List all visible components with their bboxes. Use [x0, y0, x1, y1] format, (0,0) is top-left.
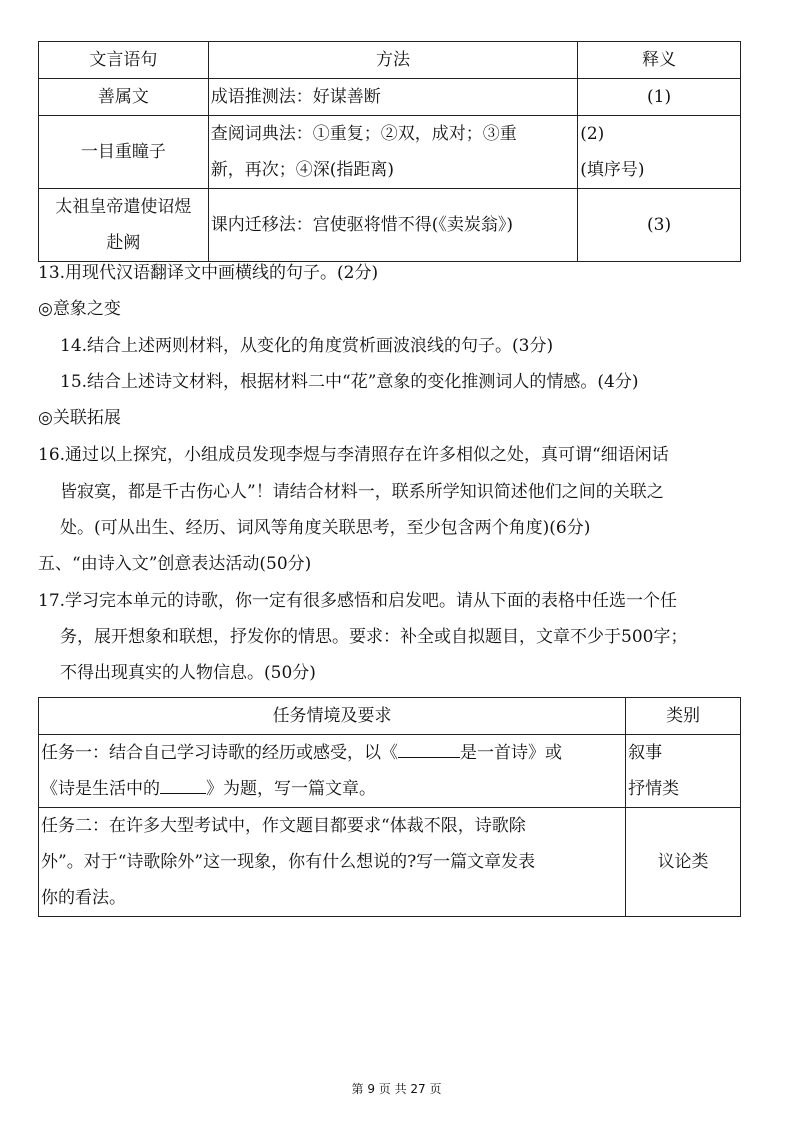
table-row [39, 735, 741, 808]
meaning-blank: (3) [578, 189, 741, 262]
header-phrase: 文言语句 [39, 42, 209, 79]
question-17-line: 不得出现真实的人物信息。(50分) [60, 663, 316, 683]
task-text: 《诗是生活中的 [41, 779, 160, 799]
fill-blank [398, 757, 460, 758]
meaning-blank [578, 116, 741, 189]
task-two-cell [39, 808, 626, 917]
phrase-cell [39, 189, 209, 262]
question-15: 15.结合上述诗文材料，根据材料二中“花”意象的变化推测词人的情感。(4分) [60, 372, 639, 392]
page-footer: 第 9 页 共 27 页 [351, 1082, 442, 1096]
header-method: 方法 [208, 42, 577, 79]
category-cell: 议论类 [626, 808, 741, 917]
question-16-line: 16.通过以上探究，小组成员发现李煜与李清照存在许多相似之处，真可谓“细语闲话 [38, 445, 669, 465]
method-cell: 成语推测法：好谋善断 [208, 79, 577, 116]
table-row [39, 189, 741, 262]
task-line: 任务二：在许多大型考试中，作文题目都要求“体裁不限，诗歌除 [41, 816, 526, 836]
task-text: 》为题，写一篇文章。 [206, 779, 376, 799]
category-line: 抒情类 [628, 779, 680, 799]
task-one-cell [39, 735, 626, 808]
part-5-heading: 五、“由诗入文”创意表达活动(50分) [38, 554, 312, 574]
meaning-blank: (1) [578, 79, 741, 116]
header-task: 任务情境及要求 [39, 698, 626, 735]
vocab-method-table [38, 41, 741, 262]
section-heading-image: ◎意象之变 [38, 299, 121, 319]
method-line: 查阅词典法：①重复；②双，成对；③重 [210, 124, 517, 144]
task-line [41, 771, 623, 807]
section-heading-link: ◎关联拓展 [38, 408, 121, 428]
meaning-line: (填序号) [580, 160, 645, 180]
phrase-cell: 善属文 [39, 79, 209, 116]
category-cell [626, 735, 741, 808]
header-meaning: 释义 [578, 42, 741, 79]
table-header-row [39, 698, 741, 735]
method-cell: 课内迁移法：宫使驱将惜不得(《卖炭翁》) [208, 189, 577, 262]
category-line: 叙事 [628, 743, 663, 763]
method-line: 新，再次；④深(指距离) [210, 160, 395, 180]
phrase-cell: 一目重瞳子 [39, 116, 209, 189]
phrase-line: 赴阙 [106, 233, 141, 253]
table-header-row [39, 42, 741, 79]
table-row [39, 116, 741, 189]
phrase-line: 太祖皇帝遣使诏煜 [55, 197, 192, 217]
question-16-line: 处。(可从出生、经历、词风等角度关联思考，至少包含两个角度)(6分) [60, 518, 591, 538]
question-17-line: 务，展开想象和联想，抒发你的情思。要求：补全或自拟题目，文章不少于500字； [60, 627, 688, 647]
method-cell [208, 116, 577, 189]
question-16-line: 皆寂寞，都是千古伤心人”！请结合材料一，联系所学知识简述他们之间的关联之 [60, 482, 664, 502]
header-category: 类别 [626, 698, 741, 735]
meaning-line: (2) [580, 124, 605, 144]
task-line: 你的看法。 [41, 888, 126, 908]
question-13: 13.用现代汉语翻译文中画横线的句子。(2分) [38, 263, 379, 283]
question-14: 14.结合上述两则材料，从变化的角度赏析画波浪线的句子。(3分) [60, 336, 554, 356]
task-line [41, 735, 623, 771]
task-line: 外”。对于“诗歌除外”这一现象，你有什么想说的?写一篇文章发表 [41, 852, 536, 872]
table-row [39, 79, 741, 116]
task-text: 任务一：结合自己学习诗歌的经历或感受，以《 [41, 743, 398, 763]
task-text: 是一首诗》或 [460, 743, 562, 763]
writing-task-table [38, 697, 741, 917]
fill-blank [160, 793, 206, 794]
table-row [39, 808, 741, 917]
question-17-line: 17.学习完本单元的诗歌，你一定有很多感悟和启发吧。请从下面的表格中任选一个任 [38, 591, 678, 611]
